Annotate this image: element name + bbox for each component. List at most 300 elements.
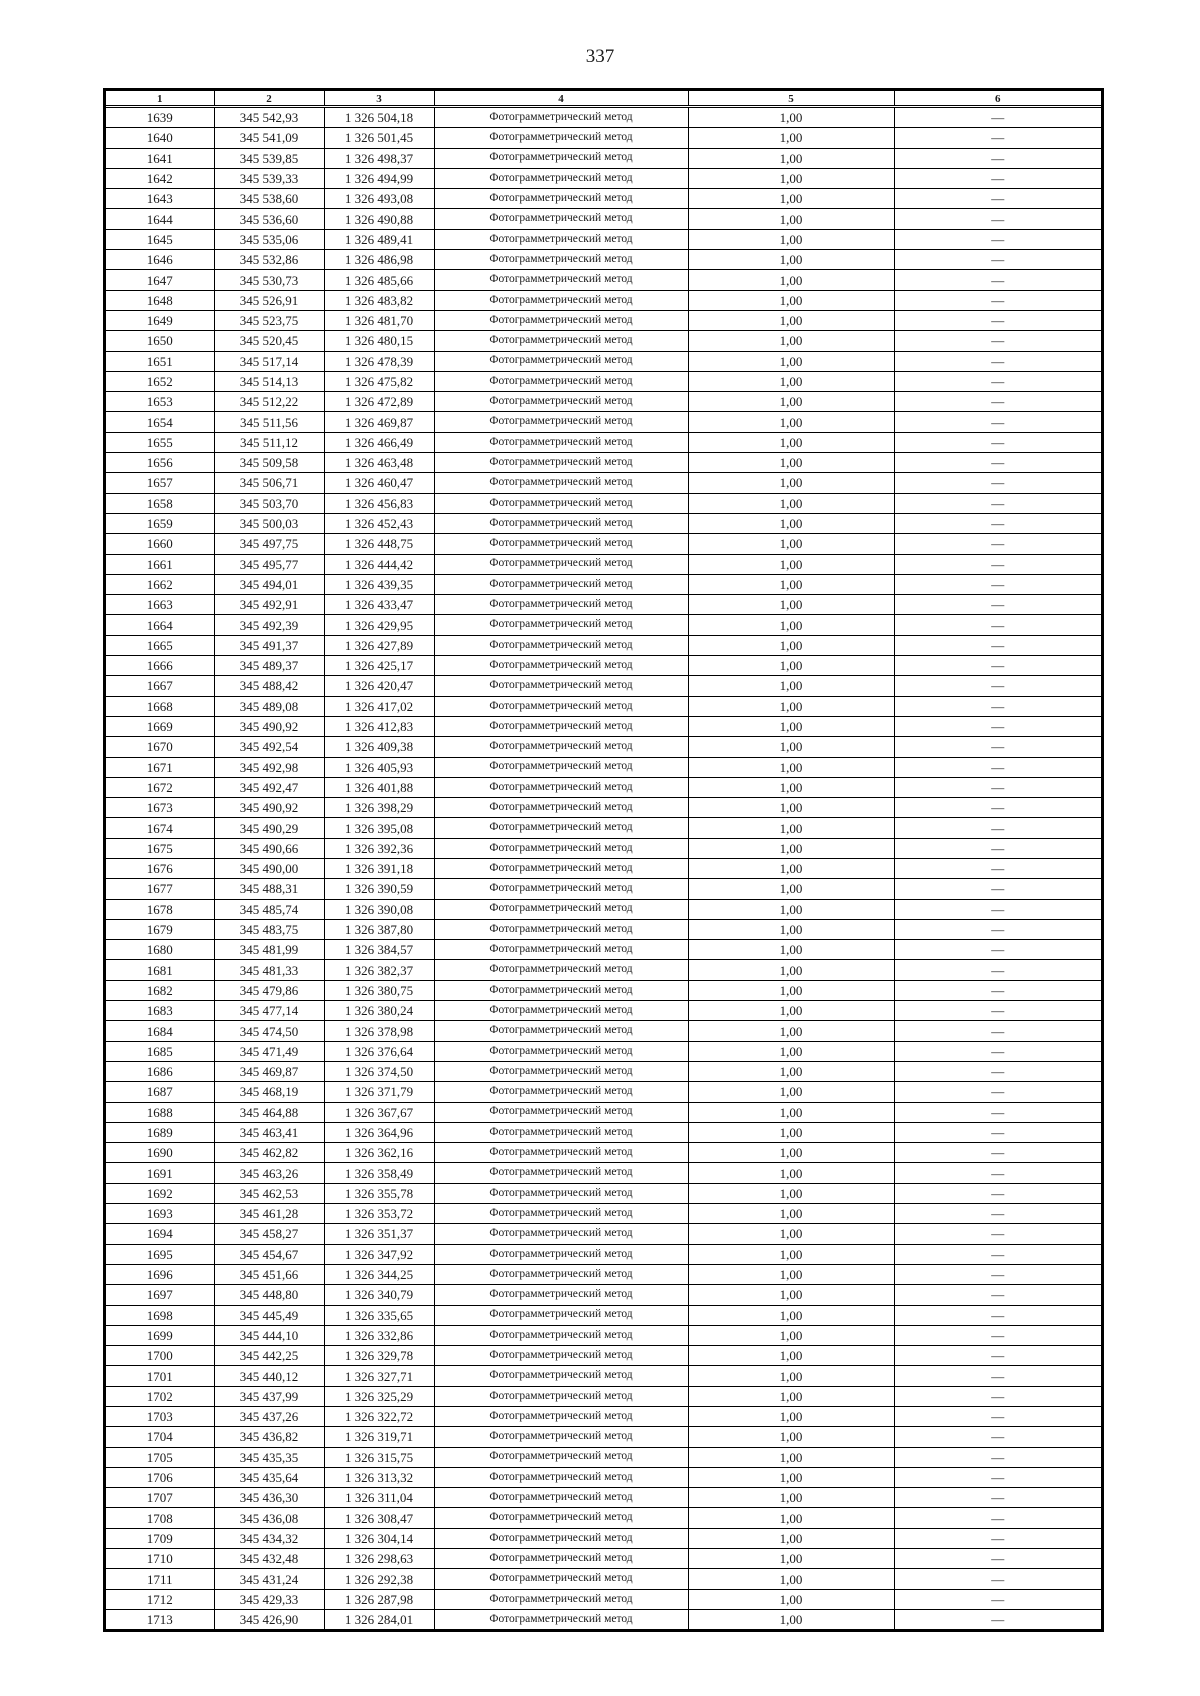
note-cell: — <box>894 290 1101 310</box>
note-cell: — <box>894 1204 1101 1224</box>
x-coordinate-cell: 345 492,47 <box>214 777 324 797</box>
x-coordinate-cell: 345 444,10 <box>214 1325 324 1345</box>
note-cell: — <box>894 1346 1101 1366</box>
method-cell: Фотограмметрический метод <box>434 189 688 209</box>
note-cell: — <box>894 148 1101 168</box>
accuracy-cell: 1,00 <box>688 209 894 229</box>
table-row <box>106 1001 1101 1021</box>
table-row <box>106 534 1101 554</box>
accuracy-cell: 1,00 <box>688 392 894 412</box>
accuracy-cell: 1,00 <box>688 1609 894 1629</box>
note-cell: — <box>894 777 1101 797</box>
point-number-cell: 1649 <box>106 310 214 330</box>
point-number-cell: 1707 <box>106 1488 214 1508</box>
method-cell: Фотограмметрический метод <box>434 919 688 939</box>
point-number-cell: 1690 <box>106 1143 214 1163</box>
y-coordinate-cell: 1 326 501,45 <box>324 128 434 148</box>
note-cell: — <box>894 270 1101 290</box>
point-number-cell: 1662 <box>106 574 214 594</box>
accuracy-cell: 1,00 <box>688 1021 894 1041</box>
method-cell: Фотограмметрический метод <box>434 1386 688 1406</box>
note-cell: — <box>894 107 1101 128</box>
note-cell: — <box>894 229 1101 249</box>
x-coordinate-cell: 345 462,82 <box>214 1143 324 1163</box>
method-cell: Фотограмметрический метод <box>434 351 688 371</box>
y-coordinate-cell: 1 326 287,98 <box>324 1589 434 1609</box>
y-coordinate-cell: 1 326 284,01 <box>324 1609 434 1629</box>
x-coordinate-cell: 345 489,37 <box>214 656 324 676</box>
note-cell: — <box>894 412 1101 432</box>
method-cell: Фотограмметрический метод <box>434 1183 688 1203</box>
note-cell: — <box>894 1366 1101 1386</box>
table-row <box>106 757 1101 777</box>
y-coordinate-cell: 1 326 452,43 <box>324 513 434 533</box>
method-cell: Фотограмметрический метод <box>434 250 688 270</box>
y-coordinate-cell: 1 326 374,50 <box>324 1061 434 1081</box>
note-cell: — <box>894 310 1101 330</box>
point-number-cell: 1685 <box>106 1041 214 1061</box>
x-coordinate-cell: 345 435,64 <box>214 1467 324 1487</box>
table-row <box>106 290 1101 310</box>
point-number-cell: 1681 <box>106 960 214 980</box>
table-row <box>106 838 1101 858</box>
table-row <box>106 716 1101 736</box>
y-coordinate-cell: 1 326 344,25 <box>324 1264 434 1284</box>
x-coordinate-cell: 345 538,60 <box>214 189 324 209</box>
note-cell: — <box>894 919 1101 939</box>
table-row <box>106 1407 1101 1427</box>
x-coordinate-cell: 345 511,56 <box>214 412 324 432</box>
table-row <box>106 331 1101 351</box>
accuracy-cell: 1,00 <box>688 534 894 554</box>
note-cell: — <box>894 798 1101 818</box>
point-number-cell: 1670 <box>106 737 214 757</box>
x-coordinate-cell: 345 488,42 <box>214 676 324 696</box>
table-header-row <box>106 91 1101 107</box>
point-number-cell: 1689 <box>106 1122 214 1142</box>
table-row <box>106 513 1101 533</box>
y-coordinate-cell: 1 326 478,39 <box>324 351 434 371</box>
point-number-cell: 1701 <box>106 1366 214 1386</box>
x-coordinate-cell: 345 442,25 <box>214 1346 324 1366</box>
point-number-cell: 1658 <box>106 493 214 513</box>
table-row <box>106 1488 1101 1508</box>
table-row <box>106 371 1101 391</box>
accuracy-cell: 1,00 <box>688 412 894 432</box>
method-cell: Фотограмметрический метод <box>434 879 688 899</box>
y-coordinate-cell: 1 326 353,72 <box>324 1204 434 1224</box>
x-coordinate-cell: 345 535,06 <box>214 229 324 249</box>
method-cell: Фотограмметрический метод <box>434 1346 688 1366</box>
table-row <box>106 229 1101 249</box>
method-cell: Фотограмметрический метод <box>434 513 688 533</box>
point-number-cell: 1655 <box>106 432 214 452</box>
method-cell: Фотограмметрический метод <box>434 392 688 412</box>
method-cell: Фотограмметрический метод <box>434 432 688 452</box>
x-coordinate-cell: 345 451,66 <box>214 1264 324 1284</box>
x-coordinate-cell: 345 490,92 <box>214 798 324 818</box>
y-coordinate-cell: 1 326 494,99 <box>324 168 434 188</box>
note-cell: — <box>894 1386 1101 1406</box>
point-number-cell: 1659 <box>106 513 214 533</box>
accuracy-cell: 1,00 <box>688 1366 894 1386</box>
accuracy-cell: 1,00 <box>688 493 894 513</box>
point-number-cell: 1666 <box>106 656 214 676</box>
method-cell: Фотограмметрический метод <box>434 1122 688 1142</box>
x-coordinate-cell: 345 435,35 <box>214 1447 324 1467</box>
table-row <box>106 1021 1101 1041</box>
accuracy-cell: 1,00 <box>688 798 894 818</box>
method-cell: Фотограмметрический метод <box>434 615 688 635</box>
method-cell: Фотограмметрический метод <box>434 696 688 716</box>
x-coordinate-cell: 345 509,58 <box>214 453 324 473</box>
method-cell: Фотограмметрический метод <box>434 1244 688 1264</box>
note-cell: — <box>894 1549 1101 1569</box>
table-row <box>106 432 1101 452</box>
y-coordinate-cell: 1 326 327,71 <box>324 1366 434 1386</box>
x-coordinate-cell: 345 429,33 <box>214 1589 324 1609</box>
x-coordinate-cell: 345 494,01 <box>214 574 324 594</box>
note-cell: — <box>894 858 1101 878</box>
accuracy-cell: 1,00 <box>688 635 894 655</box>
y-coordinate-cell: 1 326 486,98 <box>324 250 434 270</box>
note-cell: — <box>894 534 1101 554</box>
method-cell: Фотограмметрический метод <box>434 1021 688 1041</box>
accuracy-cell: 1,00 <box>688 595 894 615</box>
y-coordinate-cell: 1 326 292,38 <box>324 1569 434 1589</box>
table-body <box>106 107 1101 1630</box>
x-coordinate-cell: 345 485,74 <box>214 899 324 919</box>
method-cell: Фотограмметрический метод <box>434 980 688 1000</box>
accuracy-cell: 1,00 <box>688 1569 894 1589</box>
x-coordinate-cell: 345 436,30 <box>214 1488 324 1508</box>
x-coordinate-cell: 345 463,26 <box>214 1163 324 1183</box>
table-row <box>106 412 1101 432</box>
x-coordinate-cell: 345 506,71 <box>214 473 324 493</box>
note-cell: — <box>894 128 1101 148</box>
note-cell: — <box>894 473 1101 493</box>
accuracy-cell: 1,00 <box>688 128 894 148</box>
accuracy-cell: 1,00 <box>688 716 894 736</box>
y-coordinate-cell: 1 326 425,17 <box>324 656 434 676</box>
point-number-cell: 1660 <box>106 534 214 554</box>
x-coordinate-cell: 345 481,33 <box>214 960 324 980</box>
accuracy-cell: 1,00 <box>688 1285 894 1305</box>
note-cell: — <box>894 1183 1101 1203</box>
note-cell: — <box>894 838 1101 858</box>
table-row <box>106 351 1101 371</box>
y-coordinate-cell: 1 326 489,41 <box>324 229 434 249</box>
table-row <box>106 1569 1101 1589</box>
note-cell: — <box>894 595 1101 615</box>
note-cell: — <box>894 1122 1101 1142</box>
table-row <box>106 168 1101 188</box>
accuracy-cell: 1,00 <box>688 615 894 635</box>
column-header: 4 <box>434 91 688 107</box>
point-number-cell: 1704 <box>106 1427 214 1447</box>
table-row <box>106 1264 1101 1284</box>
note-cell: — <box>894 940 1101 960</box>
y-coordinate-cell: 1 326 448,75 <box>324 534 434 554</box>
y-coordinate-cell: 1 326 351,37 <box>324 1224 434 1244</box>
point-number-cell: 1646 <box>106 250 214 270</box>
y-coordinate-cell: 1 326 480,15 <box>324 331 434 351</box>
x-coordinate-cell: 345 479,86 <box>214 980 324 1000</box>
accuracy-cell: 1,00 <box>688 351 894 371</box>
method-cell: Фотограмметрический метод <box>434 229 688 249</box>
point-number-cell: 1695 <box>106 1244 214 1264</box>
table-row <box>106 1082 1101 1102</box>
note-cell: — <box>894 879 1101 899</box>
table-row <box>106 128 1101 148</box>
note-cell: — <box>894 1061 1101 1081</box>
x-coordinate-cell: 345 471,49 <box>214 1041 324 1061</box>
accuracy-cell: 1,00 <box>688 919 894 939</box>
y-coordinate-cell: 1 326 315,75 <box>324 1447 434 1467</box>
x-coordinate-cell: 345 536,60 <box>214 209 324 229</box>
accuracy-cell: 1,00 <box>688 310 894 330</box>
x-coordinate-cell: 345 520,45 <box>214 331 324 351</box>
accuracy-cell: 1,00 <box>688 1143 894 1163</box>
table-row <box>106 919 1101 939</box>
method-cell: Фотограмметрический метод <box>434 1061 688 1081</box>
method-cell: Фотограмметрический метод <box>434 818 688 838</box>
table-row <box>106 1122 1101 1142</box>
method-cell: Фотограмметрический метод <box>434 798 688 818</box>
accuracy-cell: 1,00 <box>688 371 894 391</box>
table-row <box>106 1386 1101 1406</box>
point-number-cell: 1640 <box>106 128 214 148</box>
x-coordinate-cell: 345 511,12 <box>214 432 324 452</box>
point-number-cell: 1643 <box>106 189 214 209</box>
method-cell: Фотограмметрический метод <box>434 1082 688 1102</box>
y-coordinate-cell: 1 326 483,82 <box>324 290 434 310</box>
y-coordinate-cell: 1 326 427,89 <box>324 635 434 655</box>
x-coordinate-cell: 345 490,92 <box>214 716 324 736</box>
table-row <box>106 250 1101 270</box>
x-coordinate-cell: 345 434,32 <box>214 1528 324 1548</box>
x-coordinate-cell: 345 490,29 <box>214 818 324 838</box>
y-coordinate-cell: 1 326 304,14 <box>324 1528 434 1548</box>
accuracy-cell: 1,00 <box>688 1183 894 1203</box>
point-number-cell: 1648 <box>106 290 214 310</box>
table-row <box>106 656 1101 676</box>
x-coordinate-cell: 345 512,22 <box>214 392 324 412</box>
method-cell: Фотограмметрический метод <box>434 777 688 797</box>
accuracy-cell: 1,00 <box>688 777 894 797</box>
accuracy-cell: 1,00 <box>688 696 894 716</box>
note-cell: — <box>894 1427 1101 1447</box>
point-number-cell: 1699 <box>106 1325 214 1345</box>
x-coordinate-cell: 345 539,85 <box>214 148 324 168</box>
note-cell: — <box>894 1021 1101 1041</box>
note-cell: — <box>894 1528 1101 1548</box>
point-number-cell: 1656 <box>106 453 214 473</box>
y-coordinate-cell: 1 326 298,63 <box>324 1549 434 1569</box>
table-row <box>106 960 1101 980</box>
method-cell: Фотограмметрический метод <box>434 737 688 757</box>
y-coordinate-cell: 1 326 380,75 <box>324 980 434 1000</box>
accuracy-cell: 1,00 <box>688 1082 894 1102</box>
method-cell: Фотограмметрический метод <box>434 1508 688 1528</box>
y-coordinate-cell: 1 326 460,47 <box>324 473 434 493</box>
note-cell: — <box>894 574 1101 594</box>
note-cell: — <box>894 737 1101 757</box>
table-row <box>106 1204 1101 1224</box>
y-coordinate-cell: 1 326 340,79 <box>324 1285 434 1305</box>
x-coordinate-cell: 345 542,93 <box>214 107 324 128</box>
accuracy-cell: 1,00 <box>688 656 894 676</box>
note-cell: — <box>894 1589 1101 1609</box>
point-number-cell: 1650 <box>106 331 214 351</box>
accuracy-cell: 1,00 <box>688 899 894 919</box>
y-coordinate-cell: 1 326 371,79 <box>324 1082 434 1102</box>
method-cell: Фотограмметрический метод <box>434 1264 688 1284</box>
method-cell: Фотограмметрический метод <box>434 534 688 554</box>
y-coordinate-cell: 1 326 466,49 <box>324 432 434 452</box>
note-cell: — <box>894 250 1101 270</box>
point-number-cell: 1710 <box>106 1549 214 1569</box>
y-coordinate-cell: 1 326 358,49 <box>324 1163 434 1183</box>
y-coordinate-cell: 1 326 332,86 <box>324 1325 434 1345</box>
table-row <box>106 696 1101 716</box>
method-cell: Фотограмметрический метод <box>434 1488 688 1508</box>
table-row <box>106 1508 1101 1528</box>
note-cell: — <box>894 189 1101 209</box>
method-cell: Фотограмметрический метод <box>434 371 688 391</box>
accuracy-cell: 1,00 <box>688 148 894 168</box>
method-cell: Фотограмметрический метод <box>434 1163 688 1183</box>
point-number-cell: 1682 <box>106 980 214 1000</box>
table-row <box>106 940 1101 960</box>
accuracy-cell: 1,00 <box>688 250 894 270</box>
method-cell: Фотограмметрический метод <box>434 331 688 351</box>
y-coordinate-cell: 1 326 355,78 <box>324 1183 434 1203</box>
point-number-cell: 1671 <box>106 757 214 777</box>
x-coordinate-cell: 345 490,66 <box>214 838 324 858</box>
table-row <box>106 1143 1101 1163</box>
accuracy-cell: 1,00 <box>688 1447 894 1467</box>
table-row <box>106 1183 1101 1203</box>
point-number-cell: 1680 <box>106 940 214 960</box>
point-number-cell: 1687 <box>106 1082 214 1102</box>
y-coordinate-cell: 1 326 439,35 <box>324 574 434 594</box>
table-row <box>106 1325 1101 1345</box>
method-cell: Фотограмметрический метод <box>434 1407 688 1427</box>
note-cell: — <box>894 1244 1101 1264</box>
note-cell: — <box>894 818 1101 838</box>
y-coordinate-cell: 1 326 364,96 <box>324 1122 434 1142</box>
accuracy-cell: 1,00 <box>688 473 894 493</box>
note-cell: — <box>894 432 1101 452</box>
x-coordinate-cell: 345 483,75 <box>214 919 324 939</box>
note-cell: — <box>894 554 1101 574</box>
x-coordinate-cell: 345 481,99 <box>214 940 324 960</box>
y-coordinate-cell: 1 326 329,78 <box>324 1346 434 1366</box>
method-cell: Фотограмметрический метод <box>434 1569 688 1589</box>
x-coordinate-cell: 345 497,75 <box>214 534 324 554</box>
y-coordinate-cell: 1 326 401,88 <box>324 777 434 797</box>
x-coordinate-cell: 345 463,41 <box>214 1122 324 1142</box>
table-row <box>106 737 1101 757</box>
x-coordinate-cell: 345 458,27 <box>214 1224 324 1244</box>
method-cell: Фотограмметрический метод <box>434 595 688 615</box>
y-coordinate-cell: 1 326 429,95 <box>324 615 434 635</box>
accuracy-cell: 1,00 <box>688 838 894 858</box>
accuracy-cell: 1,00 <box>688 1204 894 1224</box>
table-row <box>106 189 1101 209</box>
method-cell: Фотограмметрический метод <box>434 1204 688 1224</box>
table-row <box>106 574 1101 594</box>
point-number-cell: 1663 <box>106 595 214 615</box>
x-coordinate-cell: 345 432,48 <box>214 1549 324 1569</box>
column-header: 5 <box>688 91 894 107</box>
page-number: 337 <box>585 46 615 67</box>
y-coordinate-cell: 1 326 390,59 <box>324 879 434 899</box>
y-coordinate-cell: 1 326 313,32 <box>324 1467 434 1487</box>
point-number-cell: 1639 <box>106 107 214 128</box>
table-row <box>106 107 1101 128</box>
note-cell: — <box>894 1285 1101 1305</box>
table-row <box>106 1447 1101 1467</box>
point-number-cell: 1709 <box>106 1528 214 1548</box>
method-cell: Фотограмметрический метод <box>434 676 688 696</box>
table-row <box>106 473 1101 493</box>
method-cell: Фотограмметрический метод <box>434 107 688 128</box>
accuracy-cell: 1,00 <box>688 757 894 777</box>
note-cell: — <box>894 1467 1101 1487</box>
note-cell: — <box>894 392 1101 412</box>
table-row <box>106 148 1101 168</box>
x-coordinate-cell: 345 541,09 <box>214 128 324 148</box>
point-number-cell: 1657 <box>106 473 214 493</box>
table-row <box>106 1366 1101 1386</box>
table-row <box>106 777 1101 797</box>
table-row <box>106 1528 1101 1548</box>
note-cell: — <box>894 209 1101 229</box>
point-number-cell: 1684 <box>106 1021 214 1041</box>
x-coordinate-cell: 345 514,13 <box>214 371 324 391</box>
method-cell: Фотограмметрический метод <box>434 128 688 148</box>
accuracy-cell: 1,00 <box>688 1122 894 1142</box>
accuracy-cell: 1,00 <box>688 1244 894 1264</box>
x-coordinate-cell: 345 437,99 <box>214 1386 324 1406</box>
point-number-cell: 1691 <box>106 1163 214 1183</box>
accuracy-cell: 1,00 <box>688 676 894 696</box>
point-number-cell: 1647 <box>106 270 214 290</box>
accuracy-cell: 1,00 <box>688 1001 894 1021</box>
x-coordinate-cell: 345 500,03 <box>214 513 324 533</box>
x-coordinate-cell: 345 539,33 <box>214 168 324 188</box>
y-coordinate-cell: 1 326 493,08 <box>324 189 434 209</box>
point-number-cell: 1642 <box>106 168 214 188</box>
point-number-cell: 1653 <box>106 392 214 412</box>
y-coordinate-cell: 1 326 387,80 <box>324 919 434 939</box>
point-number-cell: 1664 <box>106 615 214 635</box>
accuracy-cell: 1,00 <box>688 1305 894 1325</box>
y-coordinate-cell: 1 326 308,47 <box>324 1508 434 1528</box>
table-row <box>106 1102 1101 1122</box>
point-number-cell: 1667 <box>106 676 214 696</box>
x-coordinate-cell: 345 436,82 <box>214 1427 324 1447</box>
accuracy-cell: 1,00 <box>688 1589 894 1609</box>
method-cell: Фотограмметрический метод <box>434 209 688 229</box>
method-cell: Фотограмметрический метод <box>434 1102 688 1122</box>
accuracy-cell: 1,00 <box>688 1102 894 1122</box>
table-row <box>106 270 1101 290</box>
note-cell: — <box>894 1041 1101 1061</box>
x-coordinate-cell: 345 454,67 <box>214 1244 324 1264</box>
